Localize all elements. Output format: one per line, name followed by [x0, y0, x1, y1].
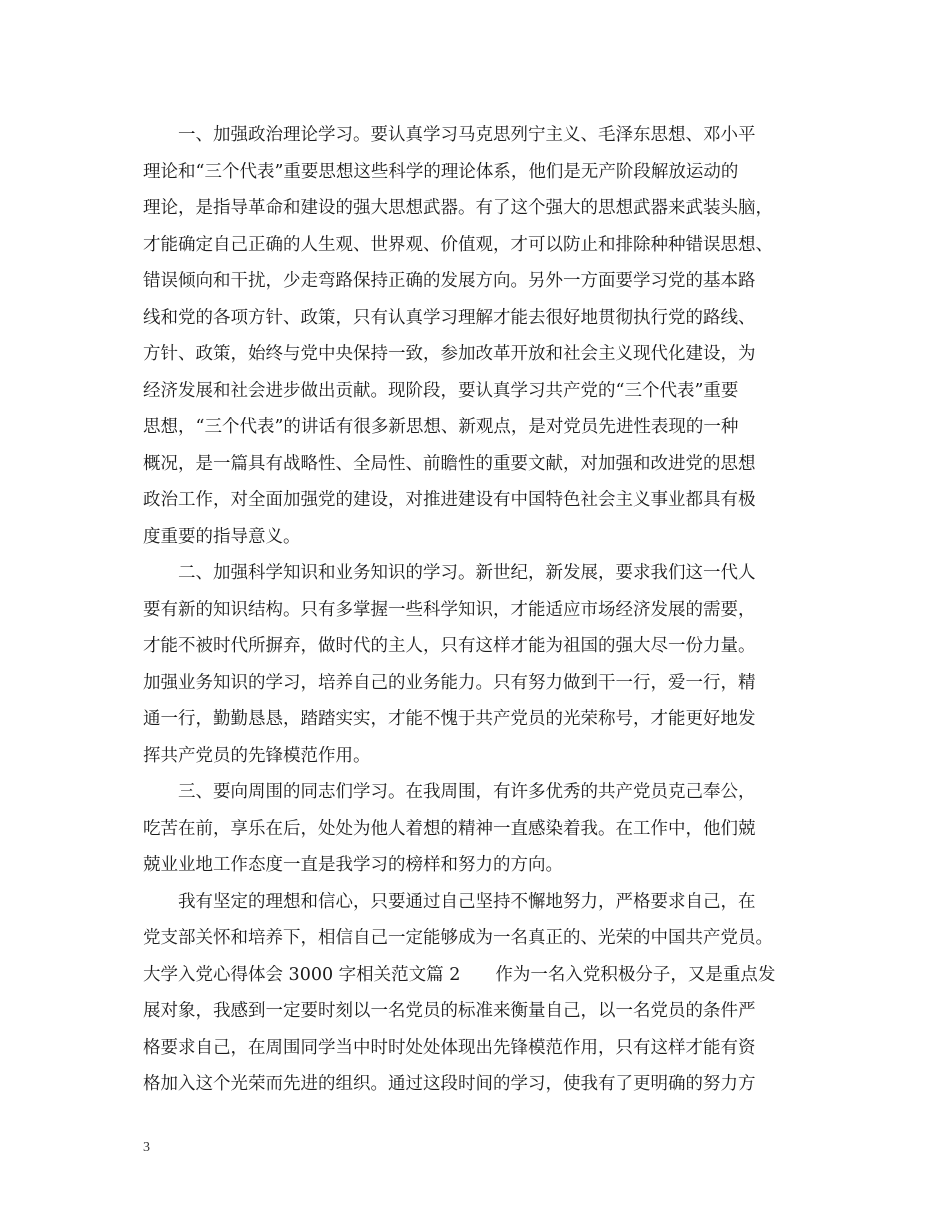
text-line: 才能不被时代所摒弃，做时代的主人，只有这样才能为祖国的强大尽一份力量。 [143, 636, 756, 656]
text-line: 理论，是指导革命和建设的强大思想武器。有了这个强大的思想武器来武装头脑， [143, 198, 773, 218]
text-line: 一、加强政治理论学习。要认真学习马克思列宁主义、毛泽东思想、邓小平 [178, 125, 756, 145]
text-line: 二、加强科学知识和业务知识的学习。新世纪，新发展，要求我们这一代人 [178, 563, 756, 583]
page-number: 3 [143, 1140, 150, 1155]
text-line: 经济发展和社会进步做出贡献。现阶段，要认真学习共产党的“三个代表”重要 [143, 380, 739, 401]
text-line: 兢业业地工作态度一直是我学习的榜样和努力的方向。 [143, 855, 563, 875]
text-line: 通一行，勤勤恳恳，踏踏实实，才能不愧于共产党员的光荣称号，才能更好地发 [143, 709, 756, 729]
document-body [143, 117, 813, 1103]
text-line: 理论和“三个代表”重要思想这些科学的理论体系，他们是无产阶段解放运动的 [143, 161, 739, 182]
text-line: 要有新的知识结构。只有多掌握一些科学知识，才能适应市场经济发展的需要， [143, 599, 756, 620]
text-line: 格要求自己，在周围同学当中时时处处体现出先锋模范作用，只有这样才能有资 [143, 1037, 756, 1058]
text-line: 大学入党心得体会 3000 字相关范文篇 2 作为一名入党积极分子，又是重点发 [143, 964, 776, 985]
text-line: 线和党的各项方针、政策，只有认真学习理解才能去很好地贯彻执行党的路线、 [143, 307, 756, 328]
text-line: 度重要的指导意义。 [143, 526, 301, 547]
text-line: 才能确定自己正确的人生观、世界观、价值观，才可以防止和排除种种错误思想、 [143, 234, 773, 255]
text-line: 政治工作，对全面加强党的建设，对推进建设有中国特色社会主义事业都具有极 [143, 490, 756, 510]
text-line: 吃苦在前，享乐在后，处处为他人着想的精神一直感染着我。在工作中，他们兢 [143, 818, 756, 839]
text-line: 方针、政策，始终与党中央保持一致，参加改革开放和社会主义现代化建设，为 [143, 344, 756, 364]
text-line: 三、要向周围的同志们学习。在我周围，有许多优秀的共产党员克己奉公， [178, 782, 756, 802]
text-line: 思想，“三个代表”的讲话有很多新思想、新观点，是对党员先进性表现的一种 [143, 417, 739, 437]
text-line: 党支部关怀和培养下，相信自己一定能够成为一名真正的、光荣的中国共产党员。 [143, 928, 773, 948]
text-line: 展对象，我感到一定要时刻以一名党员的标准来衡量自己，以一名党员的条件严 [143, 1001, 756, 1021]
text-line: 加强业务知识的学习，培养自己的业务能力。只有努力做到干一行，爱一行，精 [143, 672, 756, 693]
text-line: 我有坚定的理想和信心，只要通过自己坚持不懈地努力，严格要求自己，在 [178, 891, 756, 912]
text-line: 挥共产党员的先锋模范作用。 [143, 745, 371, 766]
text-line: 错误倾向和干扰，少走弯路保持正确的发展方向。另外一方面要学习党的基本路 [143, 271, 756, 291]
text-line: 概况，是一篇具有战略性、全局性、前瞻性的重要文献，对加强和改进党的思想 [143, 453, 756, 474]
text-line: 格加入这个光荣而先进的组织。通过这段时间的学习，使我有了更明确的努力方 [143, 1074, 756, 1094]
